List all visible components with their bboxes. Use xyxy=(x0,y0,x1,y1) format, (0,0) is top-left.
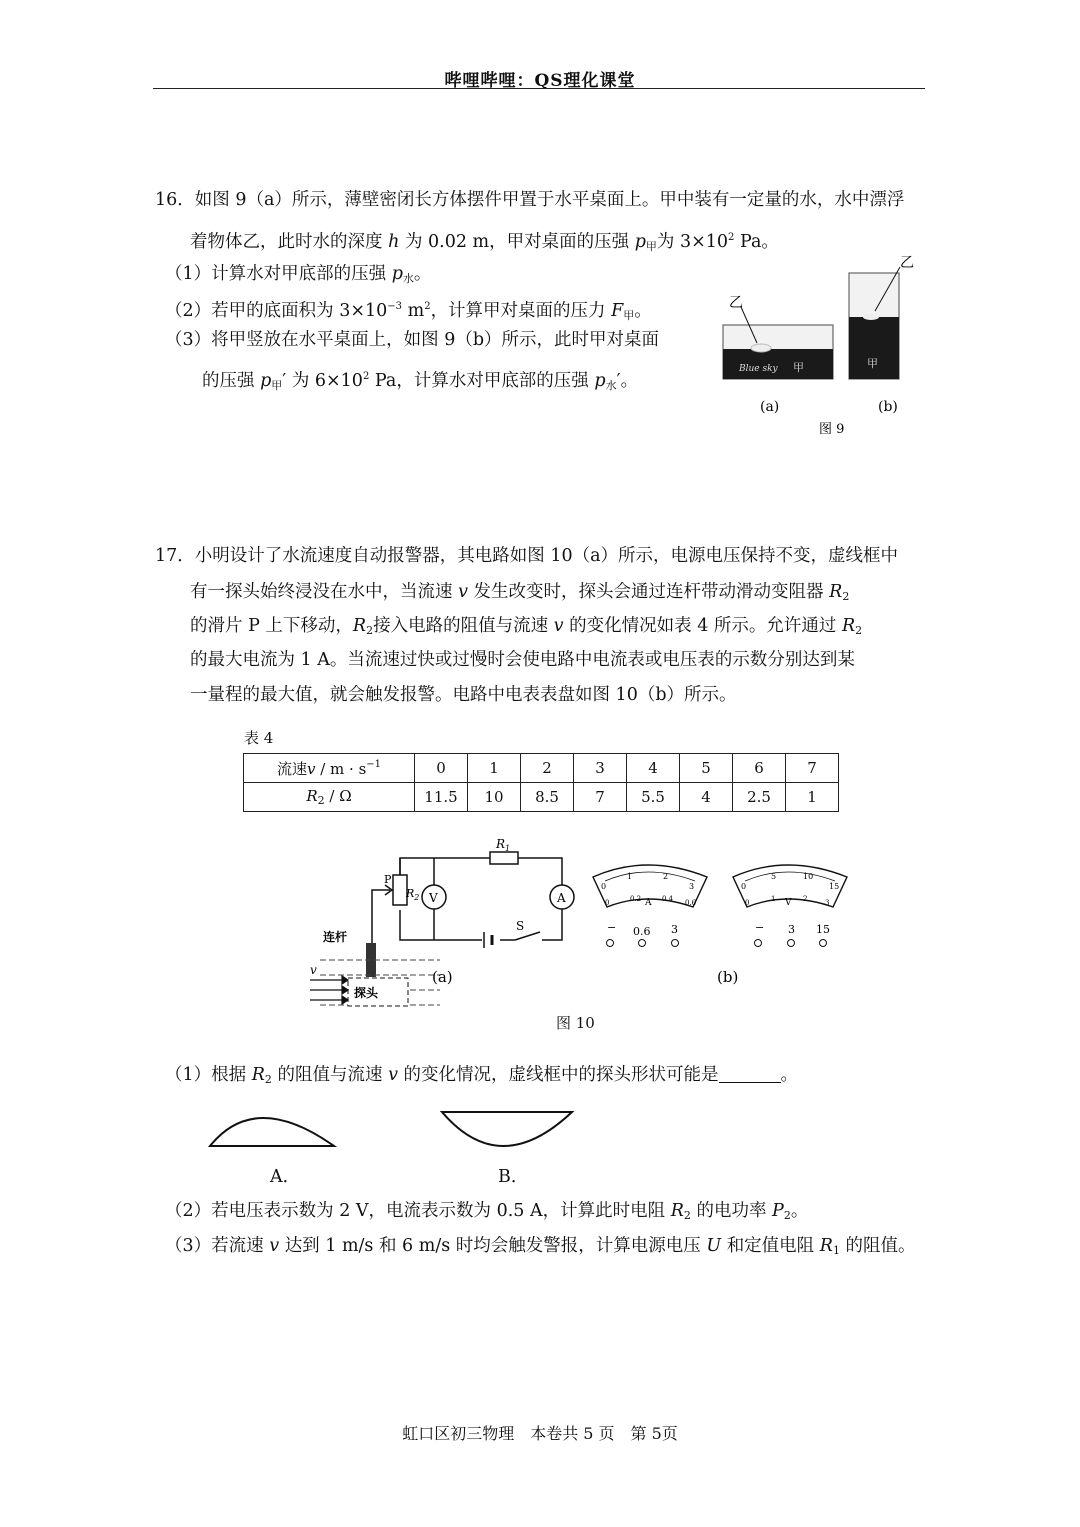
svg-text:0.6: 0.6 xyxy=(685,899,697,907)
svg-text:V: V xyxy=(785,898,792,908)
table-cell: 8.5 xyxy=(521,783,574,812)
fig10-voltmeter-symbol: V xyxy=(429,891,438,905)
table-cell: 2 xyxy=(521,754,574,783)
svg-text:0.4: 0.4 xyxy=(662,895,674,903)
svg-text:3: 3 xyxy=(825,899,830,907)
svg-text:2: 2 xyxy=(803,895,808,903)
table-cell: 11.5 xyxy=(415,783,468,812)
svg-text:3: 3 xyxy=(788,923,795,936)
option-a-label: A． xyxy=(270,1167,301,1187)
svg-text:乙: 乙 xyxy=(729,295,743,311)
svg-text:1: 1 xyxy=(771,895,776,903)
svg-text:0.2: 0.2 xyxy=(630,895,642,903)
fig9-label-b: (b) xyxy=(878,399,898,415)
svg-text:0: 0 xyxy=(745,899,750,907)
table-cell: 3 xyxy=(574,754,627,783)
svg-text:3: 3 xyxy=(671,923,678,936)
q17-line2: 有一探头始终浸没在水中，当流速 v 发生改变时，探头会通过连杆带动滑动变阻器 $R_2$ xyxy=(190,582,850,603)
fig10-label-b: (b) xyxy=(717,968,739,986)
svg-text:1: 1 xyxy=(627,872,633,881)
q17-sub2: （2）若电压表示数为 2 V，电流表示数为 0.5 A，计算此时电阻 $R_2$ 的电功率 $P_2$。 xyxy=(165,1201,809,1222)
svg-text:10: 10 xyxy=(803,872,814,881)
page-footer: 虹口区初三物理 本卷共 5 页 第 5页 xyxy=(402,1424,678,1443)
table-cell: 1 xyxy=(468,754,521,783)
q17-line1: 17．小明设计了水流速度自动报警器，其电路如图 10（a）所示，电源电压保持不变，虚线框中 xyxy=(155,546,899,566)
svg-text:15: 15 xyxy=(816,923,830,936)
q16-sub3-line1: （3）将甲竖放在水平桌面上，如图 9（b）所示，此时甲对桌面 xyxy=(165,330,660,350)
svg-text:−: − xyxy=(755,921,765,934)
voltmeter-dial xyxy=(733,865,847,947)
option-b-label: B． xyxy=(498,1167,529,1187)
svg-text:0: 0 xyxy=(605,899,610,907)
q16-stem-line2: 着物体乙，此时水的深度 h 为 0.02 m，甲对桌面的压强 $p_甲$为 $3\times 10^2$ Pa。 xyxy=(190,232,779,253)
answer-blank[interactable] xyxy=(719,1064,781,1083)
table-cell: 4 xyxy=(627,754,680,783)
fig9-box-b xyxy=(849,255,914,379)
q16-sub3-line2: 的压强 $p_甲'$ 为 $6\times 10^2$ Pa，计算水对甲底部的压强 $p_水'$。 xyxy=(202,371,639,392)
table-row-speed xyxy=(244,754,839,783)
option-a-shape xyxy=(210,1118,334,1146)
table-row-resistance xyxy=(244,783,839,812)
table-cell: 7 xyxy=(786,754,839,783)
svg-text:0.6: 0.6 xyxy=(633,925,651,938)
q17-line3: 的滑片 P 上下移动，$R_2$接入电路的阻值与流速 v 的变化情况如表 4 所示。允许通过 $R_2$ xyxy=(190,616,863,637)
svg-text:2: 2 xyxy=(663,872,669,881)
table-cell: 5.5 xyxy=(627,783,680,812)
fig10-label-P: P xyxy=(384,873,392,886)
table-header-speed: 流速$v / m \cdot s^{-1}$ xyxy=(244,754,415,783)
svg-text:A: A xyxy=(645,898,652,908)
fig9-label-a: (a) xyxy=(760,399,780,415)
fig9-caption: 图 9 xyxy=(819,422,845,437)
svg-text:3: 3 xyxy=(689,882,695,891)
page-header: 哔哩哔哩：QS理化课堂 xyxy=(444,71,636,91)
svg-text:5: 5 xyxy=(771,872,777,881)
table-cell: 5 xyxy=(680,754,733,783)
svg-text:甲: 甲 xyxy=(793,361,804,374)
table-cell: 2.5 xyxy=(733,783,786,812)
table4-title: 表 4 xyxy=(244,729,274,747)
figure-10b-meters xyxy=(585,855,875,990)
svg-text:乙: 乙 xyxy=(900,255,914,271)
svg-text:Blue sky: Blue sky xyxy=(739,364,778,374)
q16-sub1: （1）计算水对甲底部的压强 $p_水$。 xyxy=(165,264,432,285)
fig10-label-a: (a) xyxy=(432,968,453,986)
table-header-resistance: $R_2$ / Ω xyxy=(244,783,415,812)
svg-text:甲: 甲 xyxy=(867,357,878,370)
svg-text:−: − xyxy=(607,921,617,934)
fig10-label-S: S xyxy=(516,919,525,933)
q16-stem-line1: 16．如图 9（a）所示，薄壁密闭长方体摆件甲置于水平桌面上。甲中装有一定量的水，水中漂浮 xyxy=(155,190,905,210)
svg-text:0: 0 xyxy=(741,882,747,891)
q17-sub3: （3）若流速 v 达到 1 m/s 和 6 m/s 时均会触发警报，计算电源电压 U 和定值电阻 $R_1$ 的阻值。 xyxy=(165,1236,916,1257)
q17-line4: 的最大电流为 1 A。当流速过快或过慢时会使电路中电流表或电压表的示数分别达到某 xyxy=(190,650,855,670)
table-cell: 0 xyxy=(415,754,468,783)
svg-text:15: 15 xyxy=(829,882,840,891)
fig10-label-rod: 连杆 xyxy=(323,930,348,944)
figure-10a-circuit xyxy=(300,835,590,1025)
fig10-label-R2: $R_2$ xyxy=(406,887,420,902)
probe-shape-options xyxy=(200,1100,600,1160)
table-cell: 4 xyxy=(680,783,733,812)
fig10-ammeter-symbol: A xyxy=(557,891,566,905)
ammeter-dial xyxy=(593,865,707,947)
table-4 xyxy=(243,753,839,812)
header-rule xyxy=(153,88,925,89)
fig10-label-v: v xyxy=(310,963,317,977)
q16-sub2: （2）若甲的底面积为 $3\times 10^{-3}$ $m^2$，计算甲对桌面的压力 $F_甲$。 xyxy=(165,301,652,322)
q17-sub1: （1）根据 $R_2$ 的阻值与流速 v 的变化情况，虚线框中的探头形状可能是 。 xyxy=(165,1065,799,1086)
option-b-shape xyxy=(442,1112,572,1146)
fig10-caption: 图 10 xyxy=(556,1014,595,1032)
fig10-label-probe: 探头 xyxy=(354,986,379,1000)
table-cell: 6 xyxy=(733,754,786,783)
figure-9 xyxy=(715,245,935,445)
fig10-label-R1: $R_1$ xyxy=(496,837,511,853)
q17-line5: 一量程的最大值，就会触发报警。电路中电表表盘如图 10（b）所示。 xyxy=(190,685,737,705)
table-cell: 7 xyxy=(574,783,627,812)
fig9-box-a xyxy=(723,295,833,379)
table-cell: 10 xyxy=(468,783,521,812)
table-cell: 1 xyxy=(786,783,839,812)
svg-text:0: 0 xyxy=(601,882,607,891)
